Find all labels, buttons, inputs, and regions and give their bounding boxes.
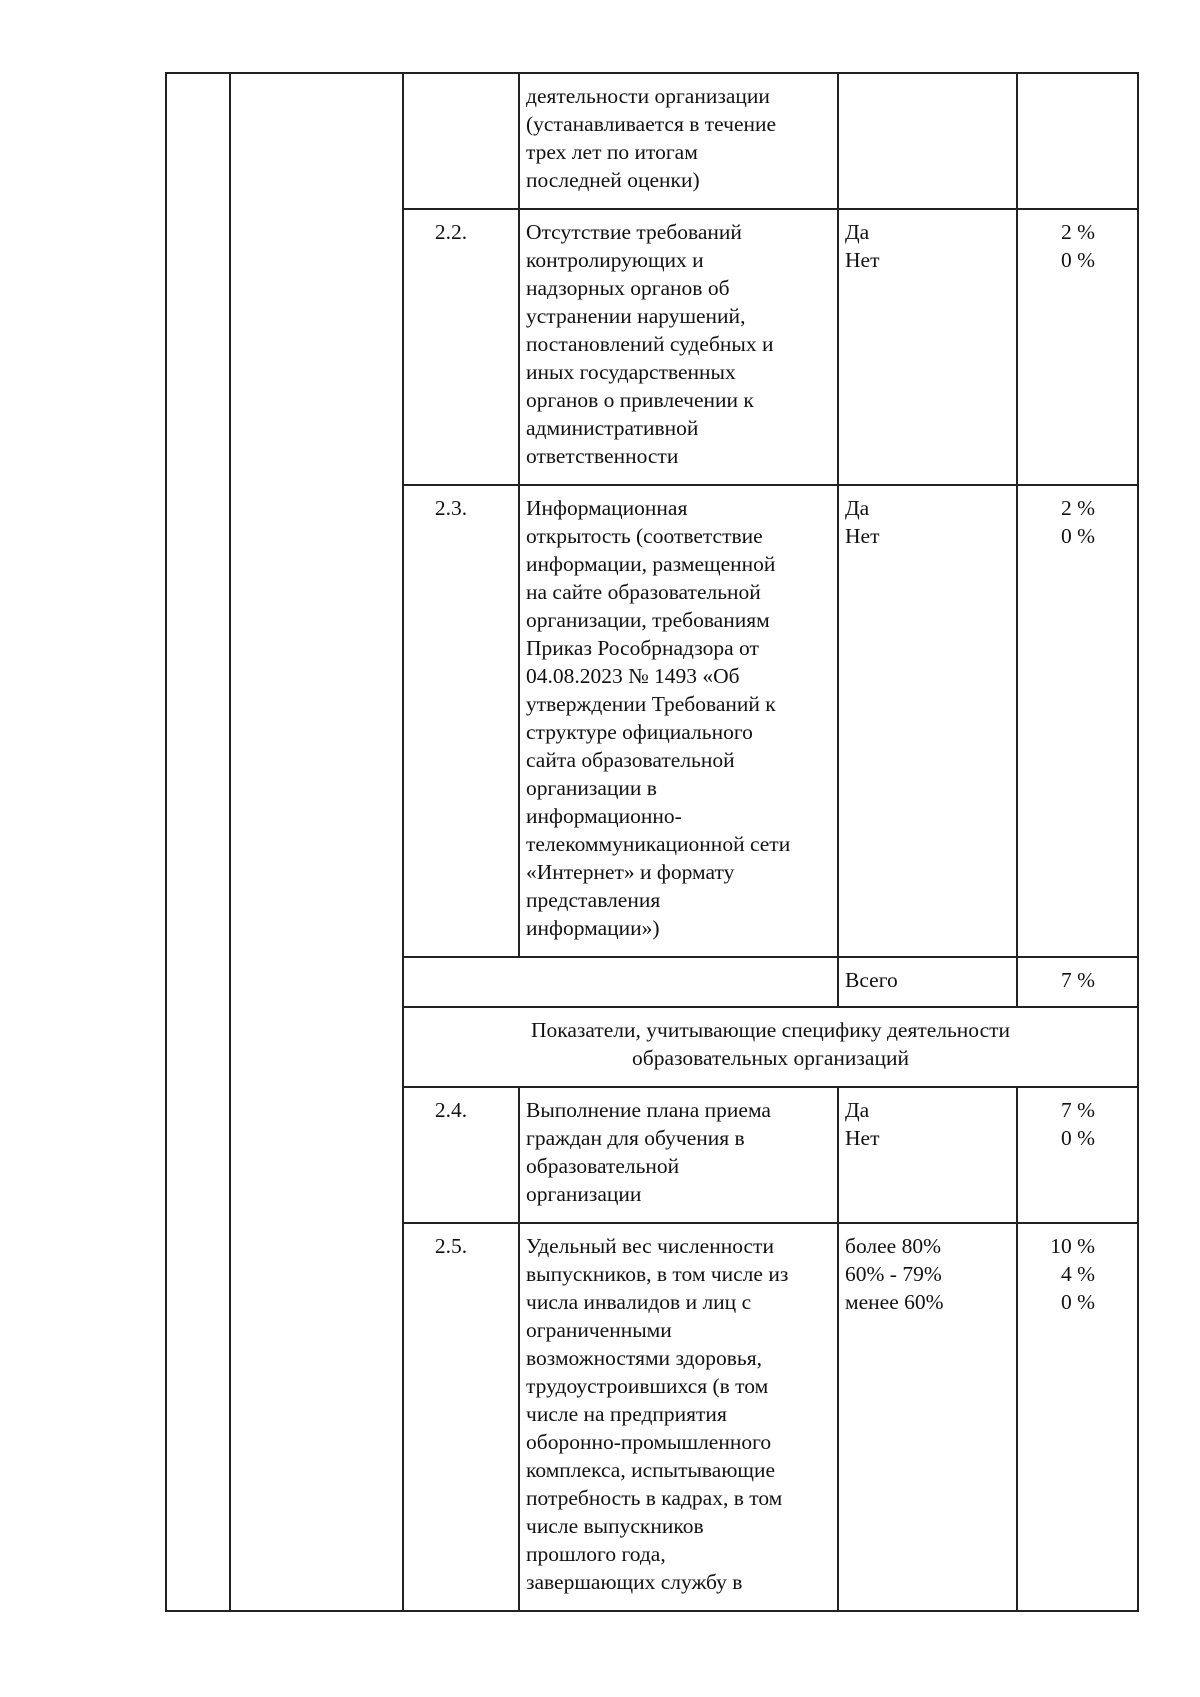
criterion-line: Информационная xyxy=(526,496,688,520)
weight-value: 0 % xyxy=(1060,524,1095,548)
value-option: Да xyxy=(845,1098,870,1122)
weight-cell xyxy=(1017,209,1138,485)
value-option: Нет xyxy=(845,524,880,548)
criterion-line: трех лет по итогам xyxy=(526,140,698,164)
row-number xyxy=(403,73,519,209)
criterion-line: ограниченными xyxy=(526,1318,672,1342)
criterion-line: числе выпускников xyxy=(526,1514,704,1538)
row-number: 2.3. xyxy=(403,485,519,957)
criterion-line: на сайте образовательной xyxy=(526,580,761,604)
value-cell xyxy=(838,1087,1017,1223)
criterion-line: граждан для обучения в xyxy=(526,1126,745,1150)
table-row xyxy=(166,73,1138,209)
criterion-line: Приказ Рособрнадзора от xyxy=(526,636,759,660)
weight-value: 7 % xyxy=(1060,1098,1095,1122)
weight-cell xyxy=(1017,73,1138,209)
weight-cell xyxy=(1017,485,1138,957)
criterion-line: организации в xyxy=(526,776,657,800)
total-weight: 7 % xyxy=(1017,957,1138,1007)
criterion-line: потребность в кадрах, в том xyxy=(526,1486,783,1510)
criterion-line: числе на предприятия xyxy=(526,1402,727,1426)
row-number: 2.2. xyxy=(403,209,519,485)
criterion-line: информации») xyxy=(526,916,660,940)
criterion-line: структуре официального xyxy=(526,720,753,744)
value-cell xyxy=(838,1223,1017,1611)
section-heading-line: образовательных организаций xyxy=(632,1046,909,1070)
weight-value: 0 % xyxy=(1060,248,1095,272)
weight-value: 0 % xyxy=(1060,1290,1095,1314)
section-heading-line: Показатели, учитывающие специфику деятельности xyxy=(530,1018,1011,1042)
value-option: более 80% xyxy=(845,1234,942,1258)
criterion-line: Отсутствие требований xyxy=(526,220,742,244)
value-option: Нет xyxy=(845,1126,880,1150)
criterion-line: трудоустроившихся (в том xyxy=(526,1374,769,1398)
criterion-line: контролирующих и xyxy=(526,248,704,272)
criterion-line: утверждении Требований к xyxy=(526,692,776,716)
criterion-line: числа инвалидов и лиц с xyxy=(526,1290,752,1314)
criterion-line: открытость (соответствие xyxy=(526,524,763,548)
criterion-line: прошлого года, xyxy=(526,1542,666,1566)
criterion-line: возможностями здоровья, xyxy=(526,1346,762,1370)
criterion-line: деятельности организации xyxy=(526,84,770,108)
value-option: Нет xyxy=(845,248,880,272)
criterion-line: постановлений судебных и xyxy=(526,332,774,356)
weight-cell xyxy=(1017,1223,1138,1611)
criterion-line: комплекса, испытывающие xyxy=(526,1458,776,1482)
criterion-line: выпускников, в том числе из xyxy=(526,1262,789,1286)
criterion-line: организации xyxy=(526,1182,642,1206)
criterion-line: организации, требованиям xyxy=(526,608,770,632)
section-heading xyxy=(403,1007,1138,1087)
criterion-line: Удельный вес численности xyxy=(526,1234,774,1258)
value-option: 60% - 79% xyxy=(845,1262,942,1286)
total-spacer-cell xyxy=(403,957,838,1007)
criterion-line: органов о привлечении к xyxy=(526,388,754,412)
empty-column-1 xyxy=(166,73,230,1611)
criterion-line: информационно- xyxy=(526,804,682,828)
criterion-line: устранении нарушений, xyxy=(526,304,746,328)
weight-value: 2 % xyxy=(1060,220,1095,244)
criterion-line: завершающих службу в xyxy=(526,1570,743,1594)
criterion-line: сайта образовательной xyxy=(526,748,735,772)
criterion-line: ответственности xyxy=(526,444,679,468)
empty-column-2 xyxy=(230,73,403,1611)
weight-value: 2 % xyxy=(1060,496,1095,520)
criterion-cell xyxy=(519,1223,838,1611)
criterion-line: образовательной xyxy=(526,1154,680,1178)
criterion-cell xyxy=(519,485,838,957)
value-cell xyxy=(838,73,1017,209)
criterion-cell xyxy=(519,73,838,209)
total-label: Всего xyxy=(838,957,1017,1007)
criterion-line: (устанавливается в течение xyxy=(526,112,777,136)
row-number: 2.5. xyxy=(403,1223,519,1611)
value-cell xyxy=(838,485,1017,957)
criterion-line: Выполнение плана приема xyxy=(526,1098,771,1122)
weight-value: 4 % xyxy=(1060,1262,1095,1286)
criterion-cell xyxy=(519,209,838,485)
criterion-cell xyxy=(519,1087,838,1223)
criteria-table xyxy=(165,72,1139,1612)
criterion-line: телекоммуникационной сети xyxy=(526,832,791,856)
row-number: 2.4. xyxy=(403,1087,519,1223)
value-option: менее 60% xyxy=(845,1290,944,1314)
criterion-line: «Интернет» и формату xyxy=(526,860,735,884)
weight-cell xyxy=(1017,1087,1138,1223)
criterion-line: оборонно-промышленного xyxy=(526,1430,772,1454)
criterion-line: иных государственных xyxy=(526,360,736,384)
weight-value: 0 % xyxy=(1060,1126,1095,1150)
value-option: Да xyxy=(845,496,870,520)
value-cell xyxy=(838,209,1017,485)
criterion-line: 04.08.2023 № 1493 «Об xyxy=(526,664,740,688)
criterion-line: административной xyxy=(526,416,699,440)
criterion-line: представления xyxy=(526,888,661,912)
criterion-line: информации, размещенной xyxy=(526,552,776,576)
criterion-line: надзорных органов об xyxy=(526,276,730,300)
criterion-line: последней оценки) xyxy=(526,168,700,192)
value-option: Да xyxy=(845,220,870,244)
weight-value: 10 % xyxy=(1050,1234,1095,1258)
